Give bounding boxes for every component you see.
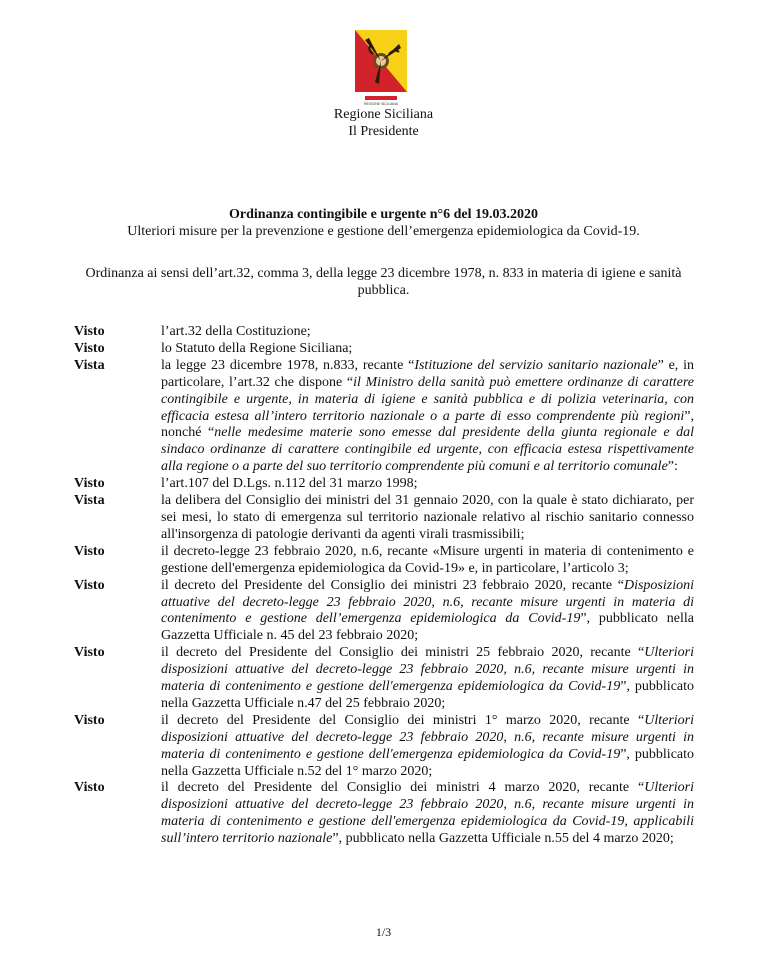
recital-keyword: Visto (74, 712, 105, 728)
ordinance-title: Ordinanza contingibile e urgente n°6 del 19.03.2020 (229, 207, 538, 222)
recital-item (74, 713, 694, 781)
recital-item (74, 780, 694, 848)
recital-text (161, 358, 694, 476)
recital-keyword: Visto (74, 577, 105, 593)
recital-item (74, 544, 694, 578)
recital-keyword: Visto (74, 340, 105, 356)
recital-fragment: l’art.107 del D.Lgs. n.112 del 31 marzo 1998; (161, 476, 418, 492)
recital-text (161, 713, 694, 781)
recital-fragment: il decreto del Presidente del Consiglio dei ministri 1° marzo 2020, recante “ (161, 712, 645, 728)
recital-fragment: ”, pubblicato nella Gazzetta Ufficiale n. 45 del 23 febbraio 2020; (161, 611, 694, 644)
recital-text (161, 645, 694, 713)
recitals-list (74, 324, 694, 848)
recital-text (161, 476, 694, 493)
recital-fragment: lo Statuto della Regione Siciliana; (161, 340, 353, 356)
recital-fragment: il decreto del Presidente del Consiglio dei ministri 23 febbraio 2020, recante “ (161, 577, 624, 593)
recital-item (74, 341, 694, 358)
recital-item (74, 358, 694, 476)
recital-keyword: Visto (74, 324, 105, 339)
recital-fragment: l’art.32 della Costituzione; (161, 324, 311, 339)
trinacria-emblem-icon (355, 30, 407, 106)
recital-keyword: Visto (74, 476, 105, 492)
issuer-header (0, 106, 767, 140)
recital-text (161, 544, 694, 578)
recital-keyword: Visto (74, 543, 105, 559)
recital-quote: Istituzione del servizio sanitario nazionale (414, 357, 658, 373)
recital-item (74, 476, 694, 493)
recital-item (74, 645, 694, 713)
emblem-caption: REGIONE SICILIANA (363, 102, 399, 106)
recital-fragment: ”, pubblicato nella Gazzetta Ufficiale n.47 del 25 febbraio 2020; (161, 679, 695, 711)
recital-text (161, 324, 694, 341)
recital-keyword: Visto (74, 780, 105, 796)
recital-fragment: il decreto-legge 23 febbraio 2020, n.6, recante «Misure urgenti in materia di contenimento e gestione dell'emergenza epidemiologica da Covid-19» e, in particolare, l’articolo 3; (161, 543, 694, 576)
issuer-region: Regione Siciliana (333, 107, 434, 122)
recital-fragment: il decreto del Presidente del Consiglio dei ministri 25 febbraio 2020, recante “ (161, 645, 645, 661)
recital-keyword: Visto (74, 645, 105, 661)
recital-quote: Ulteriori disposizioni attuative del decreto-legge 23 febbraio 2020, n.6, recante misure urgenti in materia di contenimento e gestione dell'emergenza epidemiologica da Covid-19 (161, 645, 694, 695)
recital-quote: Disposizioni attuative del decreto-legge 23 febbraio 2020, n.6, recante misure urgenti in materia di contenimento e gestione dell’emergenza epidemiologica da Covid-19 (161, 577, 694, 627)
recital-text (161, 493, 694, 544)
recital-text (161, 780, 694, 848)
recital-fragment: ”, pubblicato nella Gazzetta Ufficiale n.52 del 1° marzo 2020; (161, 746, 695, 779)
recital-quote: Ulteriori disposizioni attuative del decreto-legge 23 febbraio 2020, n.6, recante misure urgenti in materia di contenimento e gestione dell'emergenza epidemiologica da Covid-19 (161, 712, 694, 762)
recital-fragment: la delibera del Consiglio dei ministri del 31 gennaio 2020, con la quale è stato dichiarato, per sei mesi, lo stato di emergenza sul territorio nazionale relativo al rischio sanitario connesso all'insorgenza di patologie derivanti da agenti virali trasmissibili; (161, 493, 694, 542)
recital-quote: il Ministro della sanità può emettere ordinanze di carattere contingibile e urgente, in materia di igiene e sanità pubblica e di polizia veterinaria, con efficacia estesa all’intero territorio nazionale o a parte di esso comprendente più regioni (161, 374, 694, 424)
recital-fragment: ” e, in particolare, l’art.32 che dispone “ (161, 357, 695, 390)
recital-fragment: il decreto del Presidente del Consiglio dei ministri 4 marzo 2020, recante “ (161, 780, 645, 796)
recital-fragment: ”, pubblicato nella Gazzetta Ufficiale n.55 del 4 marzo 2020; (332, 831, 674, 847)
recital-item (74, 578, 694, 646)
recital-fragment: ”, nonché “ (161, 408, 694, 441)
recital-text (161, 578, 694, 646)
recital-quote: nelle medesime materie sono emesse dal presidente della giunta regionale e dal sindaco ordinanze di carattere contingibile ed urgente, con efficacia estesa rispettivamente alla regione o a parte del suo territorio comprendente più comuni e al territorio comunale (161, 425, 694, 475)
recital-quote: Ulteriori disposizioni attuative del decreto-legge 23 febbraio 2020, n.6, recante misure urgenti in materia di contenimento e gestione dell'emergenza epidemiologica da Covid-19, applicabili sull’intero territorio nazionale (161, 780, 694, 847)
recital-keyword: Vista (74, 493, 105, 509)
issuer-office: Il Presidente (348, 124, 419, 139)
ordinance-title-block (0, 206, 767, 240)
recital-item (74, 324, 694, 341)
legal-basis: Ordinanza ai sensi dell’art.32, comma 3, della legge 23 dicembre 1978, n. 833 in materia di igiene e sanità pubblica. (85, 266, 682, 298)
recital-keyword: Vista (74, 357, 105, 373)
page-number: 1/3 (375, 925, 392, 939)
recital-fragment: ”: (667, 459, 678, 475)
recital-text (161, 341, 694, 358)
recital-item (74, 493, 694, 544)
ordinance-subtitle: Ulteriori misure per la prevenzione e gestione dell’emergenza epidemiologica da Covid-19. (127, 224, 640, 239)
recital-fragment: la legge 23 dicembre 1978, n.833, recante “ (161, 357, 415, 373)
